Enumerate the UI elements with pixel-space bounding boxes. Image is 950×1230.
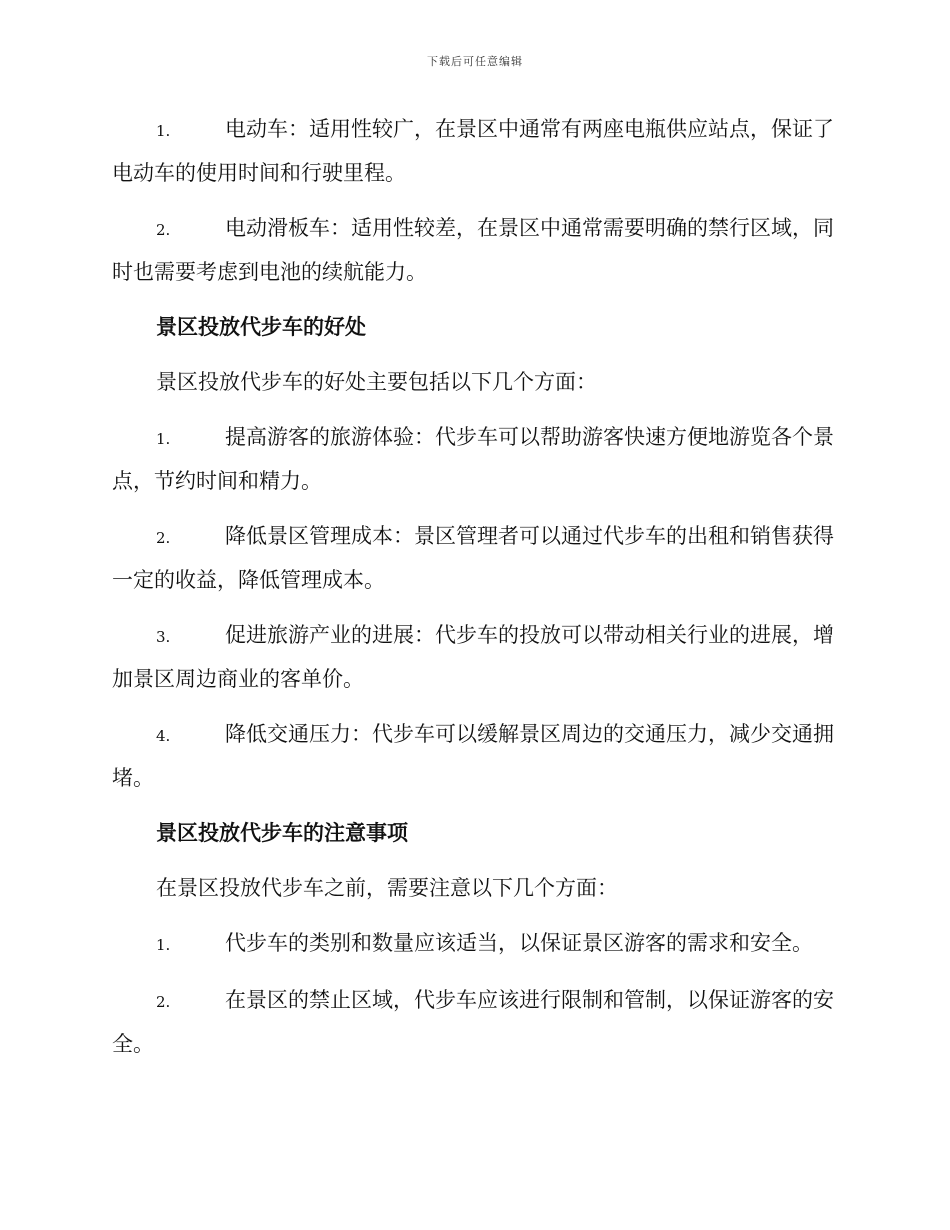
list-item-text: 电动车：适用性较广，在景区中通常有两座电瓶供应站点，保证了电动车的使用时间和行驶里程。 bbox=[112, 117, 834, 185]
list-item bbox=[112, 108, 834, 194]
list-number: 3. bbox=[156, 628, 171, 646]
list-item-text: 代步车的类别和数量应该适当，以保证景区游客的需求和安全。 bbox=[225, 931, 813, 955]
section-intro-benefits: 景区投放代步车的好处主要包括以下几个方面： bbox=[156, 370, 597, 394]
section-heading-precautions: 景区投放代步车的注意事项 bbox=[156, 820, 408, 845]
list-item bbox=[112, 922, 834, 966]
list-item bbox=[112, 614, 834, 700]
list-item-text: 提高游客的旅游体验：代步车可以帮助游客快速方便地游览各个景点，节约时间和精力。 bbox=[112, 425, 834, 493]
list-item-text: 促进旅游产业的进展：代步车的投放可以带动相关行业的进展，增加景区周边商业的客单价。 bbox=[112, 623, 834, 691]
section-intro-precautions: 在景区投放代步车之前，需要注意以下几个方面： bbox=[156, 876, 618, 900]
list-number: 2. bbox=[156, 221, 171, 239]
list-number: 2. bbox=[156, 529, 171, 547]
list-item-text: 降低交通压力：代步车可以缓解景区周边的交通压力，减少交通拥堵。 bbox=[112, 722, 834, 790]
list-item-text: 在景区的禁止区域，代步车应该进行限制和管制，以保证游客的安全。 bbox=[112, 988, 834, 1056]
list-item bbox=[112, 207, 834, 293]
list-number: 1. bbox=[156, 430, 171, 448]
list-item-text: 降低景区管理成本：景区管理者可以通过代步车的出租和销售获得一定的收益，降低管理成本。 bbox=[112, 524, 834, 592]
list-number: 2. bbox=[156, 993, 171, 1011]
list-number: 1. bbox=[156, 936, 171, 954]
section-heading-benefits: 景区投放代步车的好处 bbox=[156, 314, 366, 339]
list-item bbox=[112, 416, 834, 502]
list-item-text: 电动滑板车：适用性较差，在景区中通常需要明确的禁行区域，同时也需要考虑到电池的续航能力。 bbox=[112, 216, 834, 284]
list-item bbox=[112, 515, 834, 601]
page-header: 下载后可任意编辑 bbox=[427, 55, 523, 68]
list-number: 4. bbox=[156, 727, 171, 745]
document-body bbox=[112, 108, 834, 1078]
list-item bbox=[112, 713, 834, 799]
list-number: 1. bbox=[156, 122, 171, 140]
list-item bbox=[112, 979, 834, 1065]
